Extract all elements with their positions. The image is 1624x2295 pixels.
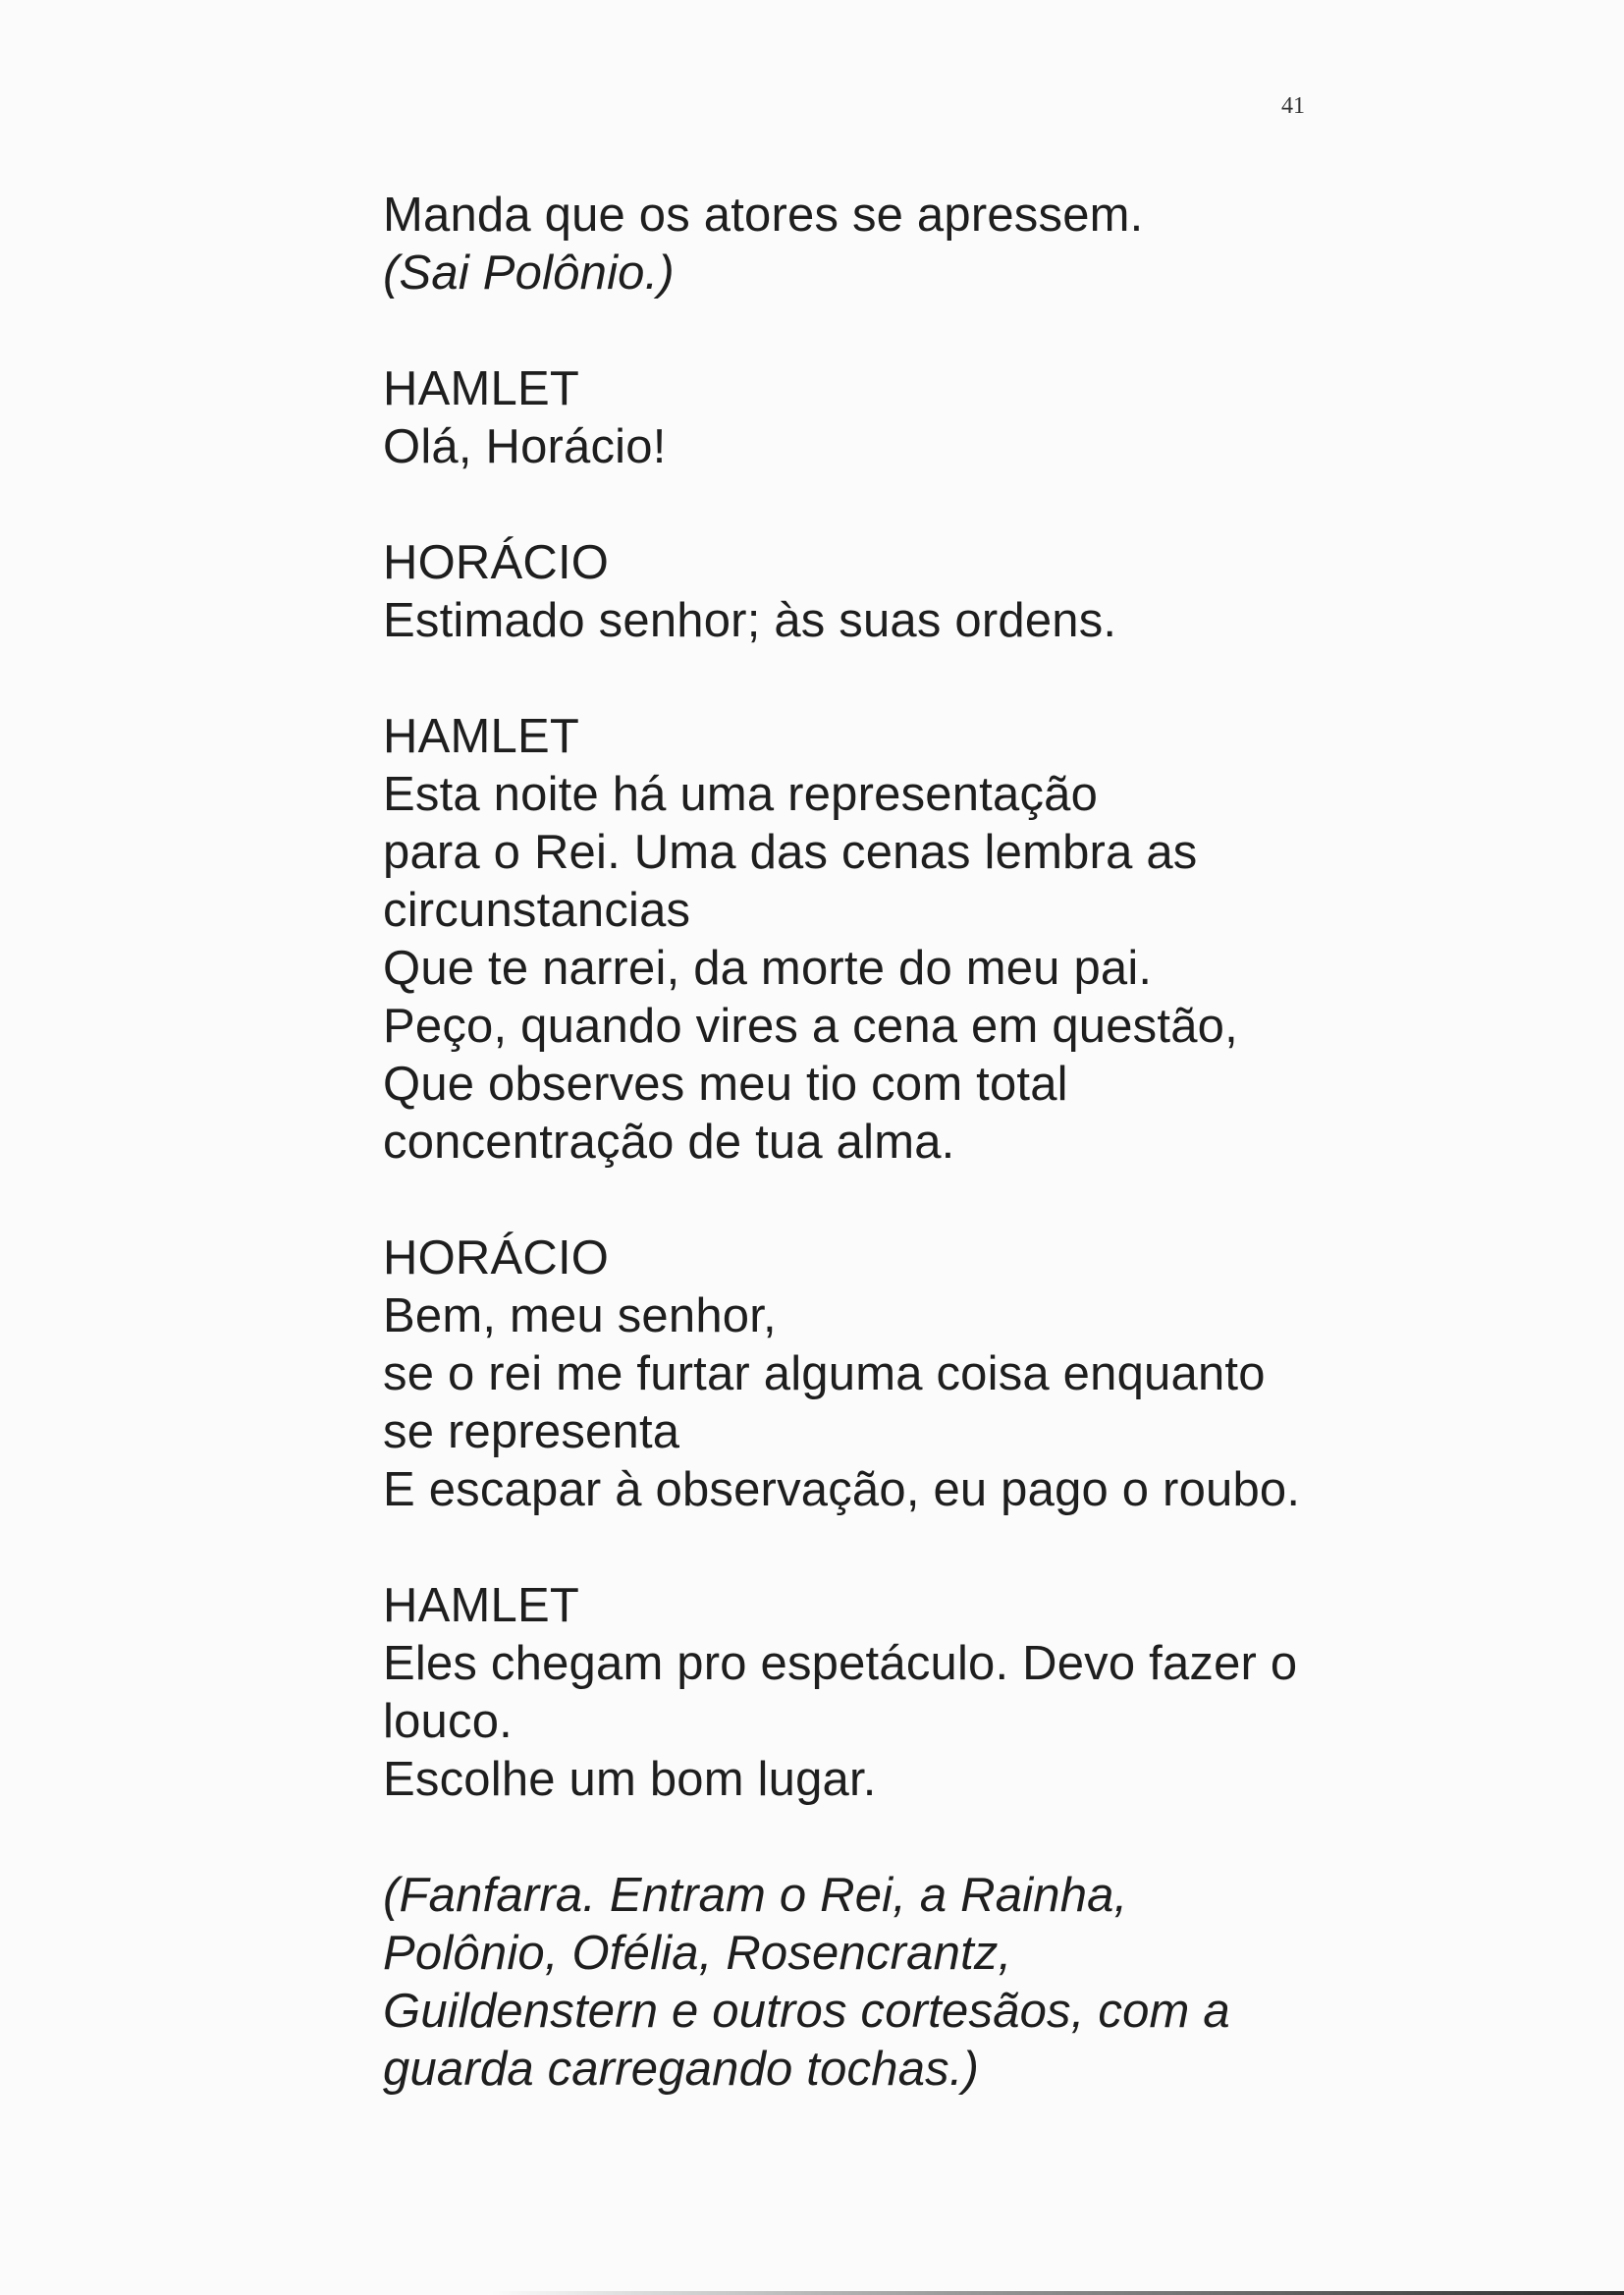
text-line: circunstancias: [383, 884, 691, 937]
speaker-name: HAMLET: [383, 710, 579, 763]
speech-block: [383, 1229, 1365, 1519]
stage-direction: Guildenstern e outros cortesãos, com a: [383, 1985, 1230, 2038]
text-line: Que observes meu tio com total: [383, 1058, 1068, 1111]
text-line: se o rei me furtar alguma coisa enquanto: [383, 1347, 1266, 1400]
stage-direction: guarda carregando tochas.): [383, 2043, 980, 2096]
speaker-name: HAMLET: [383, 1579, 579, 1632]
text-line: Estimado senhor; às suas ordens.: [383, 594, 1117, 647]
speech-block: [383, 187, 1365, 302]
text-line: se representa: [383, 1405, 680, 1458]
text-line: Peço, quando vires a cena em questão,: [383, 1000, 1238, 1053]
speech-block: [383, 1577, 1365, 1809]
text-line: para o Rei. Uma das cenas lembra as: [383, 826, 1198, 879]
text-line: concentração de tua alma.: [383, 1116, 955, 1169]
text-line: Escolhe um bom lugar.: [383, 1753, 877, 1806]
speech-block: [383, 534, 1365, 650]
text-line: Eles chegam pro espetáculo. Devo fazer o: [383, 1637, 1298, 1690]
text-line: Manda que os atores se apressem.: [383, 189, 1144, 242]
stage-direction: Polônio, Ofélia, Rosencrantz,: [383, 1927, 1012, 1980]
text-line: Esta noite há uma representação: [383, 768, 1099, 821]
stage-direction: (Sai Polônio.): [383, 246, 675, 300]
text-line: Que te narrei, da morte do meu pai.: [383, 942, 1153, 995]
stage-direction: (Fanfarra. Entram o Rei, a Rainha,: [383, 1869, 1128, 1922]
text-line: Olá, Horácio!: [383, 420, 667, 473]
stage-direction-block: [383, 1867, 1365, 2099]
speaker-name: HORÁCIO: [383, 536, 610, 589]
text-line: E escapar à observação, eu pago o roubo.: [383, 1463, 1301, 1516]
speech-block: [383, 360, 1365, 476]
page-number: 41: [1281, 93, 1305, 119]
play-text: [383, 187, 1365, 2157]
scan-edge-shadow: [491, 2291, 1624, 2295]
text-line: Bem, meu senhor,: [383, 1289, 777, 1342]
speaker-name: HAMLET: [383, 362, 579, 415]
speech-block: [383, 708, 1365, 1172]
speaker-name: HORÁCIO: [383, 1231, 610, 1284]
text-line: louco.: [383, 1695, 513, 1748]
